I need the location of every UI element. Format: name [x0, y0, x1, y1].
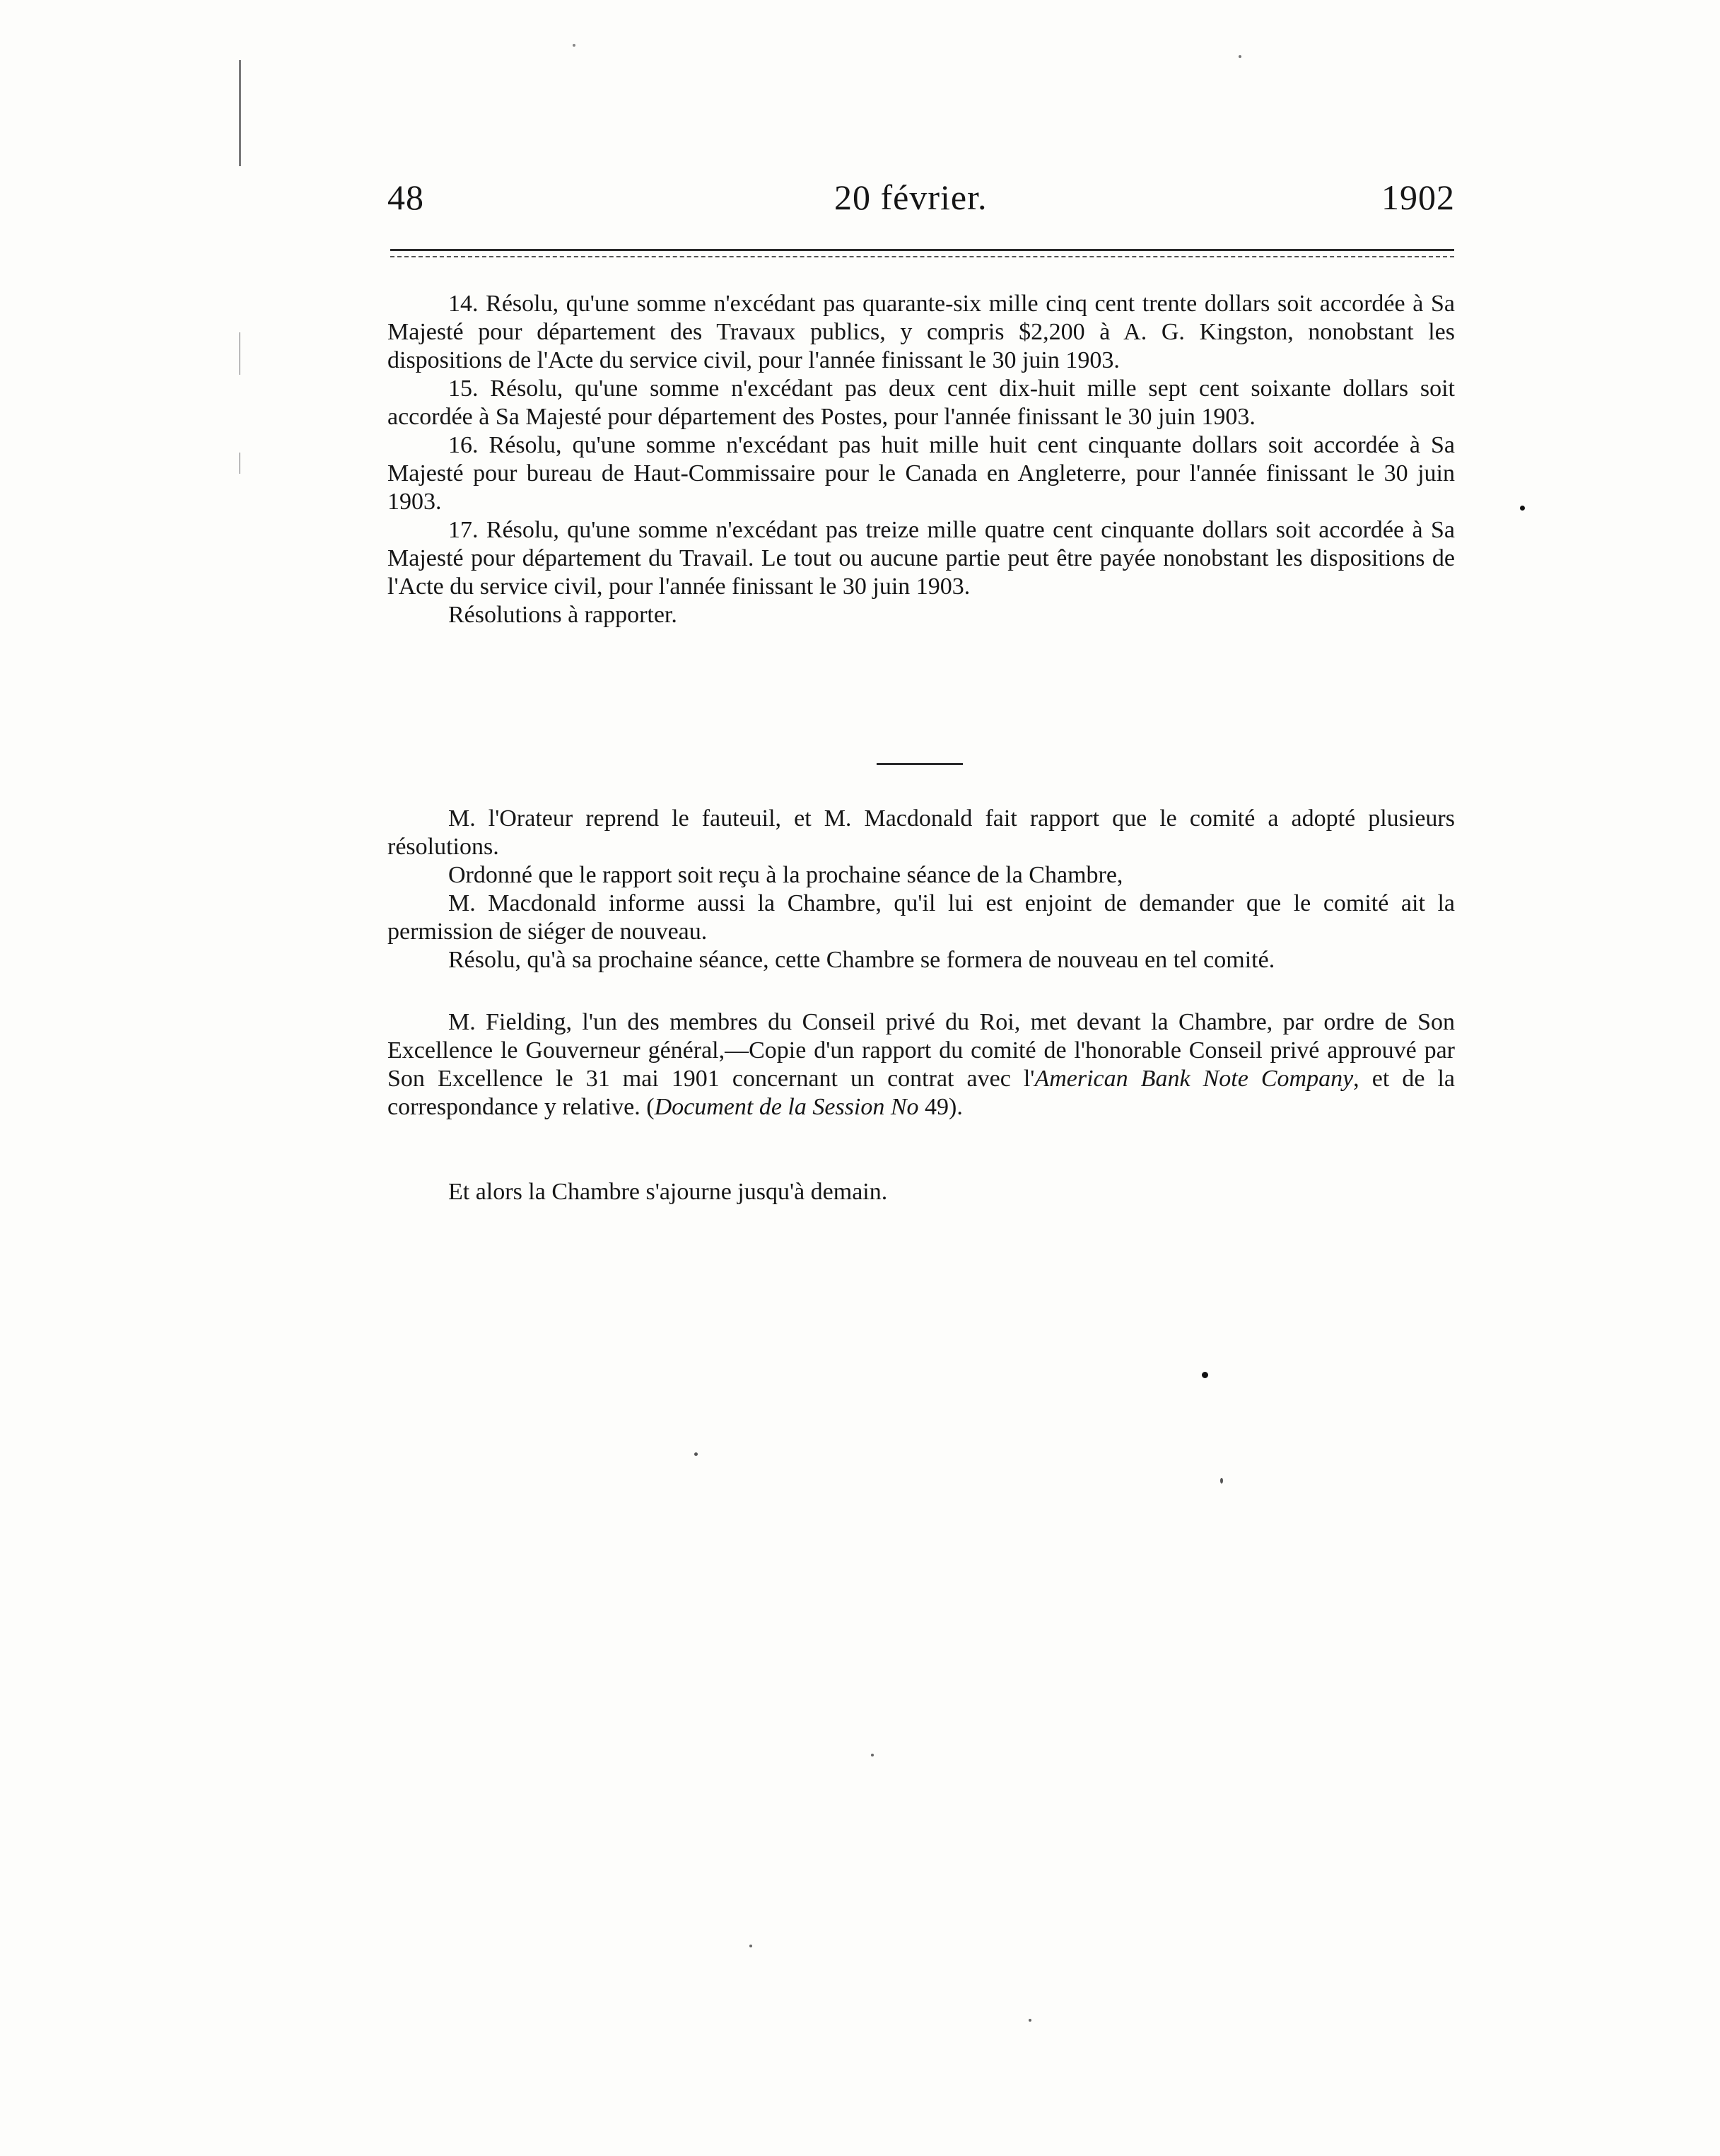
scan-speck — [1239, 55, 1241, 58]
scan-artifact — [239, 60, 241, 166]
resolution-15: 15. Résolu, qu'une somme n'excédant pas deux cent dix-huit mille sept cent soixante dollars soit accordée à Sa Majesté pour département des Postes, pour l'année finissant le 30 juin 1903. — [387, 375, 1455, 430]
document-number: 49). — [918, 1094, 963, 1120]
fielding-paragraph — [387, 1008, 1455, 1121]
scan-speck — [1029, 2019, 1031, 2022]
resolution-14: 14. Résolu, qu'une somme n'excédant pas quarante-six mille cinq cent trente dollars soit accordée à Sa Majesté pour département des Travaux publics, y compris $2,200 à A. G. Kingston, nonobstant les dispositions de l'Acte du service civil, pour l'année finissant le 30 juin 1903. — [387, 291, 1455, 373]
scan-artifact — [239, 332, 240, 375]
committee-request: M. Macdonald informe aussi la Chambre, qu'il lui est enjoint de demander que le comité ait la permission de siéger de nouveau. — [387, 890, 1455, 945]
section-separator — [877, 763, 963, 765]
resolutions-closing: Résolutions à rapporter. — [448, 602, 677, 628]
adjournment-section — [387, 1178, 1455, 1206]
page-number: 48 — [387, 177, 424, 217]
document-reference: Document de la Session No — [654, 1094, 919, 1120]
scan-speck — [871, 1754, 874, 1756]
committee-order: Ordonné que le rapport soit reçu à la prochaine séance de la Chambre, — [448, 862, 1123, 888]
fielding-text: M. Fielding, l'un des membres du Conseil privé du Roi, met devant la Chambre, par ordre de Son Excellence le Gouverneur général,—Copie d'un rapport du comité de l'honorable Conseil privé approuvé par Son Excellence le 31 mai 1901 concernant un contrat avec l' — [387, 1009, 1455, 1092]
resolution-17: 17. Résolu, qu'une somme n'excédant pas treize mille quatre cent cinquante dollars soit accordée à Sa Majesté pour département du Travail. Le tout ou aucune partie peut être payée nonobstant les dispositions de l'Acte du service civil, pour l'année finissant le 30 juin 1903. — [387, 517, 1455, 600]
scan-speck — [573, 44, 575, 47]
resolution-16: 16. Résolu, qu'une somme n'excédant pas huit mille huit cent cinquante dollars soit accordée à Sa Majesté pour bureau de Haut-Commissaire pour le Canada en Angleterre, pour l'année finissant le 30 juin 1903. — [387, 432, 1455, 515]
committee-resolution: Résolu, qu'à sa prochaine séance, cette Chambre se formera de nouveau en tel comité. — [448, 947, 1275, 973]
scan-speck — [1520, 506, 1525, 511]
fielding-text-middle: , et de la correspondance y relative. ( — [387, 1066, 1455, 1120]
page-header — [387, 177, 1455, 226]
committee-section — [387, 805, 1455, 974]
resolutions-section — [387, 290, 1455, 629]
scan-artifact — [239, 453, 240, 474]
scan-speck — [749, 1945, 752, 1947]
scan-speck — [1220, 1478, 1223, 1484]
scan-speck — [1202, 1372, 1208, 1378]
company-name: American Bank Note Company — [1034, 1066, 1354, 1092]
header-date: 20 février. — [834, 177, 988, 217]
adjournment-text: Et alors la Chambre s'ajourne jusqu'à demain. — [448, 1179, 888, 1205]
committee-report: M. l'Orateur reprend le fauteuil, et M. Macdonald fait rapport que le comité a adopté plusieurs résolutions. — [387, 805, 1455, 860]
scan-speck — [694, 1452, 698, 1456]
header-year: 1902 — [1381, 177, 1455, 217]
fielding-section — [387, 1008, 1455, 1121]
header-rule-bottom — [390, 256, 1454, 257]
header-rule-top — [390, 249, 1454, 251]
